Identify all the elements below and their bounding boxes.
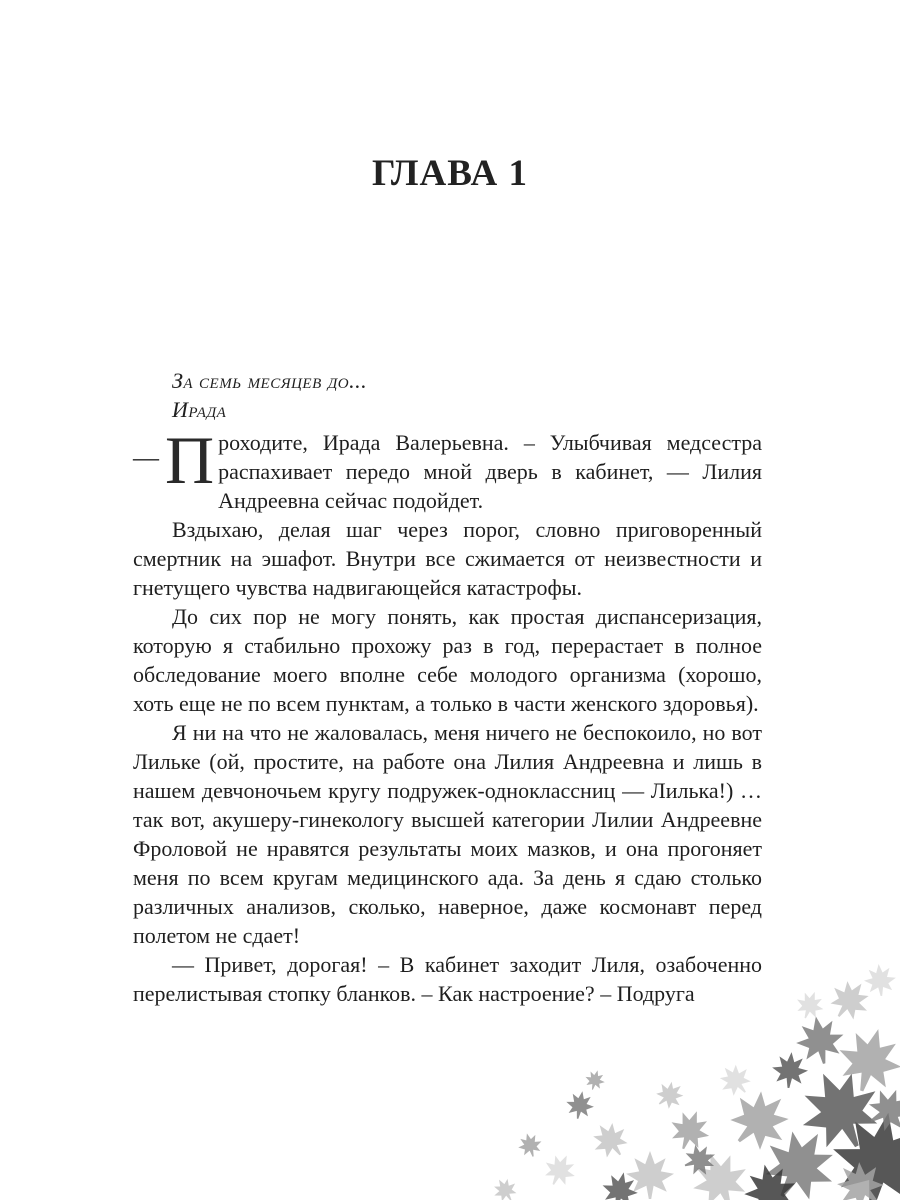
maple-leaf-icon bbox=[718, 1078, 803, 1163]
drop-cap: П bbox=[165, 422, 215, 498]
opening-paragraph bbox=[133, 422, 762, 515]
maple-leaf-icon bbox=[599, 1169, 642, 1200]
maple-leaf-icon bbox=[684, 1144, 756, 1200]
maple-leaf-icon bbox=[822, 972, 878, 1028]
paragraph: Вздыхаю, делая шаг через порог, словно приговоренный смертник на эшафот. Внутри все сжимается от неизвестности и гнетущего чувства надвигающейся катастрофы. bbox=[133, 517, 762, 600]
maple-leaf-icon bbox=[824, 1104, 900, 1200]
opening-text: роходите, Ирада Валерьевна. – Улыбчивая медсестра распахивает передо мной дверь в кабинет, — Лилия Андреевна сейчас подойдет. bbox=[218, 430, 762, 513]
maple-leaf-icon bbox=[792, 987, 828, 1023]
chapter-title: ГЛАВА 1 bbox=[371, 153, 529, 194]
maple-leaf-icon bbox=[863, 963, 898, 998]
maple-leaf-icon bbox=[826, 1151, 894, 1200]
maple-leaf-icon bbox=[679, 1139, 720, 1180]
maple-leaf-icon bbox=[792, 1012, 848, 1068]
opening-dash: — bbox=[133, 443, 159, 472]
maple-leaf-icon bbox=[650, 1075, 689, 1114]
narrator-subhead: Ирада bbox=[172, 397, 227, 422]
maple-leaf-icon bbox=[583, 1068, 607, 1092]
maple-leaf-icon bbox=[664, 1104, 715, 1155]
maple-leaf-icon bbox=[712, 1057, 757, 1102]
maple-leaf-icon bbox=[751, 1116, 849, 1200]
maple-leaf-icon bbox=[860, 1080, 900, 1140]
chapter-body bbox=[133, 366, 762, 1008]
maple-leaf-icon bbox=[739, 1159, 801, 1200]
maple-leaf-icon bbox=[515, 1130, 544, 1159]
maple-leaf-icon bbox=[539, 1149, 582, 1192]
time-subhead: За семь месяцев до... bbox=[172, 368, 368, 393]
paragraph: Я ни на что не жаловалась, меня ничего не беспокоило, но вот Лильке (ой, простите, на работе она Лилия Андреевна и лишь в нашем девчоночьем кругу подружек-одноклассниц — Лилька!) … так вот, акушеру-гинекологу высшей категории Лилии Андреевне Фроловой не нравятся результаты моих мазков, и она прогоняет меня по всем кругам медицинского ада. За день я сдаю столько различных анализов, сколько, наверное, даже космонавт перед полетом не сдает! bbox=[133, 720, 762, 948]
maple-leaf-icon bbox=[626, 1151, 674, 1199]
maple-leaf-icon bbox=[585, 1115, 635, 1165]
maple-leaf-icon bbox=[770, 1050, 809, 1089]
maple-leaf-icon bbox=[564, 1089, 596, 1121]
maple-leaf-icon bbox=[787, 1057, 893, 1163]
paragraph: — Привет, дорогая! – В кабинет заходит Лиля, озабоченно перелистывая стопку бланков. – Как настроение? – Подруга bbox=[133, 952, 762, 1006]
maple-leaf-icon bbox=[489, 1174, 522, 1200]
maple-leaf-icon bbox=[831, 1021, 900, 1099]
paragraph: До сих пор не могу понять, как простая диспансеризация, которую я стабильно прохожу раз в год, перерастает в полное обследование моего вполне себе молодого организма (хорошо, хоть еще не по всем пунктам, а только в части женского здоровья). bbox=[133, 604, 762, 716]
